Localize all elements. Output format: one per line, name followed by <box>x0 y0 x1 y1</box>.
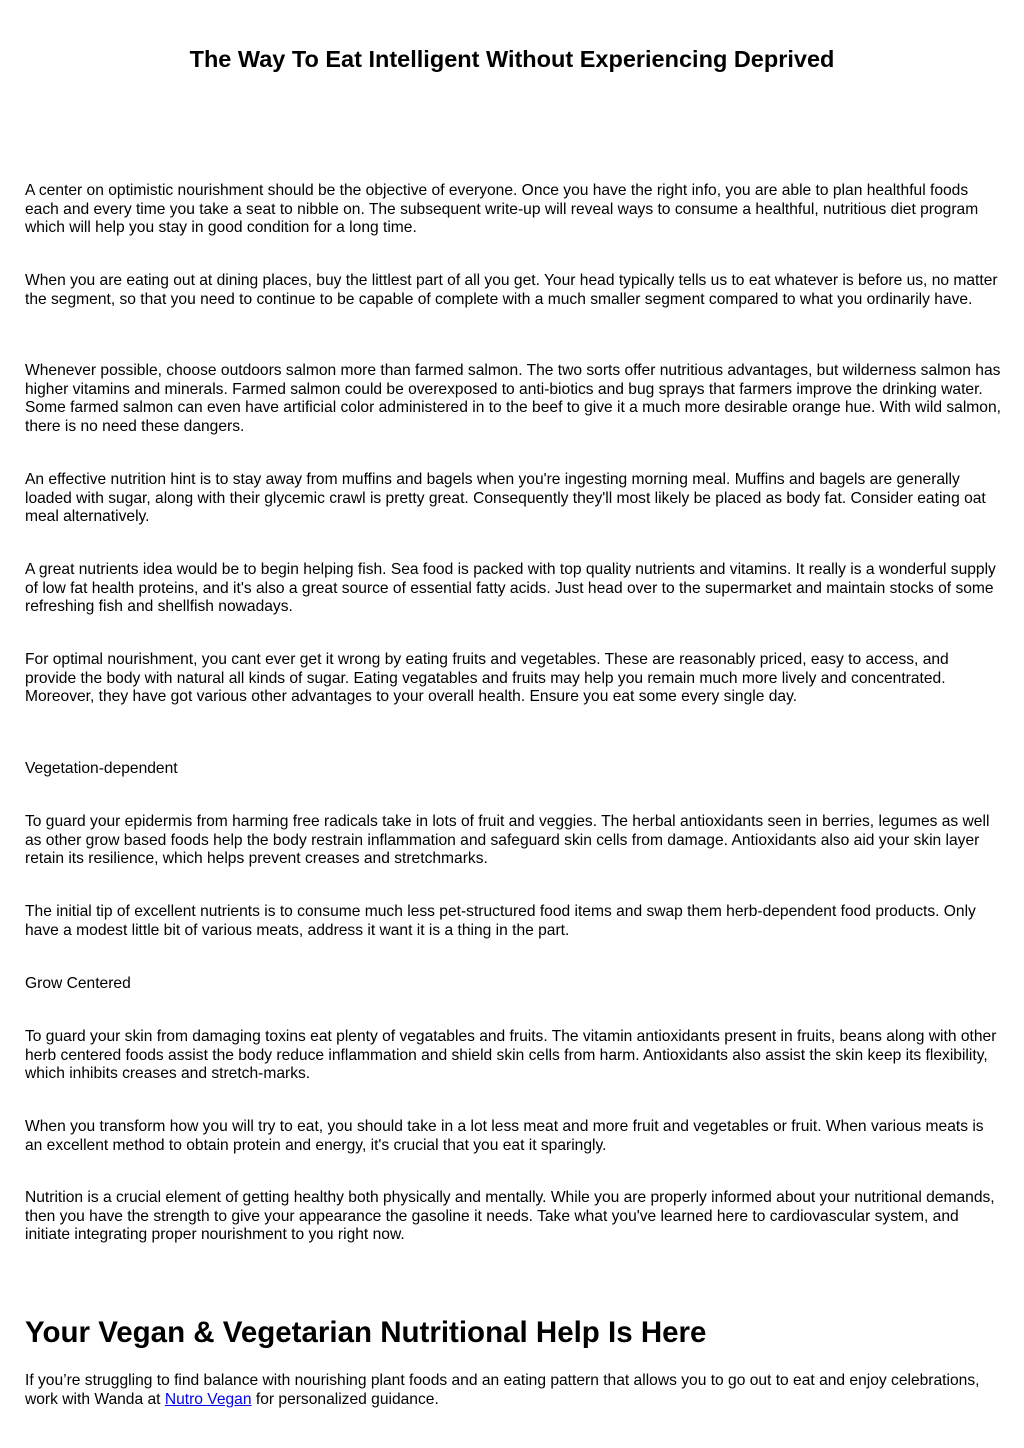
paragraph-salmon: Whenever possible, choose outdoors salmon more than farmed salmon. The two sorts offer nutritious advantages, but wilderness salmon has higher vitamins and minerals. Farmed salmon could be overexposed to anti-biotics and bug sprays that farmers improve the drinking water. Some farmed salmon can even have artificial color administered in to the beef to give it a much more desirable orange hue. With wild salmon, there is no need these dangers. <box>25 362 1001 435</box>
promo-heading: Your Vegan & Vegetarian Nutritional Help Is Here <box>25 1316 707 1349</box>
promo-text-after: for personalized guidance. <box>251 1390 439 1408</box>
paragraph-initial-tip: The initial tip of excellent nutrients is to consume much less pet-structured food items and swap them herb-dependent food products. Only have a modest little bit of various meats, address it want it is a thing in the part. <box>25 903 976 939</box>
paragraph-fish: A great nutrients idea would be to begin helping fish. Sea food is packed with top quality nutrients and vitamins. It really is a wonderful supply of low fat health proteins, and it's also a great source of essential fatty acids. Just head over to the supermarket and maintain stocks of some refreshing fish and shellfish nowadays. <box>25 561 996 616</box>
paragraph-grow-centered: Grow Centered <box>25 975 131 992</box>
paragraph-conclusion: Nutrition is a crucial element of getting healthy both physically and mentally. While you are properly informed about your nutritional demands, then you have the strength to give your appearance the gasoline it needs. Take what you've learned here to cardiovascular system, and initiate integrating proper nourishment to you right now. <box>25 1189 995 1244</box>
paragraph-muffins: An effective nutrition hint is to stay away from muffins and bagels when you're ingesting morning meal. Muffins and bagels are generally loaded with sugar, along with their glycemic crawl is pretty great. Consequently they'll most likely be placed as body fat. Consider eating oat meal alternatively. <box>25 471 986 526</box>
paragraph-dining-out: When you are eating out at dining places, buy the littlest part of all you get. Your head typically tells us to eat whatever is before us, no matter the segment, so that you need to continue to be capable of complete with a much smaller segment compared to what you ordinarily have. <box>25 272 998 308</box>
paragraph-epidermis: To guard your epidermis from harming free radicals take in lots of fruit and veggies. The herbal antioxidants seen in berries, legumes as well as other grow based foods help the body restrain inflammation and safeguard skin cells from damage. Antioxidants also aid your skin layer retain its resilience, which helps prevent creases and stretchmarks. <box>25 813 990 868</box>
paragraph-transform-eating: When you transform how you will try to eat, you should take in a lot less meat and more fruit and vegetables or fruit. When various meats is an excellent method to obtain protein and energy, it's crucial that you eat it sparingly. <box>25 1118 984 1154</box>
nutro-vegan-link[interactable]: Nutro Vegan <box>164 1390 252 1408</box>
paragraph-fruits-vegetables: For optimal nourishment, you cant ever get it wrong by eating fruits and vegetables. These are reasonably priced, easy to access, and provide the body with natural all kinds of sugar. Eating vegatables and fruits may help you remain much more lively and concentrated. Moreover, they have got various other advantages to your overall health. Ensure you eat some every single day. <box>25 651 949 706</box>
promo-paragraph <box>25 1372 1003 1409</box>
paragraph-skin-toxins: To guard your skin from damaging toxins eat plenty of vegatables and fruits. The vitamin antioxidants present in fruits, beans along with other herb centered foods assist the body reduce inflammation and shield skin cells from harm. Antioxidants also assist the skin keep its flexibility, which inhibits creases and stretch-marks. <box>25 1028 997 1083</box>
paragraph-intro: A center on optimistic nourishment should be the objective of everyone. Once you have the right info, you are able to plan healthful foods each and every time you take a seat to nibble on. The subsequent write-up will reveal ways to consume a healthful, nutritious diet program which will help you stay in good condition for a long time. <box>25 182 979 237</box>
page-title: The Way To Eat Intelligent Without Experiencing Deprived <box>189 46 835 72</box>
promo-text-before: If you’re struggling to find balance with nourishing plant foods and an eating pattern that allows you to go out to eat and enjoy celebrations, work with Wanda at <box>25 1372 980 1408</box>
paragraph-vegetation-dependent: Vegetation-dependent <box>25 760 178 777</box>
